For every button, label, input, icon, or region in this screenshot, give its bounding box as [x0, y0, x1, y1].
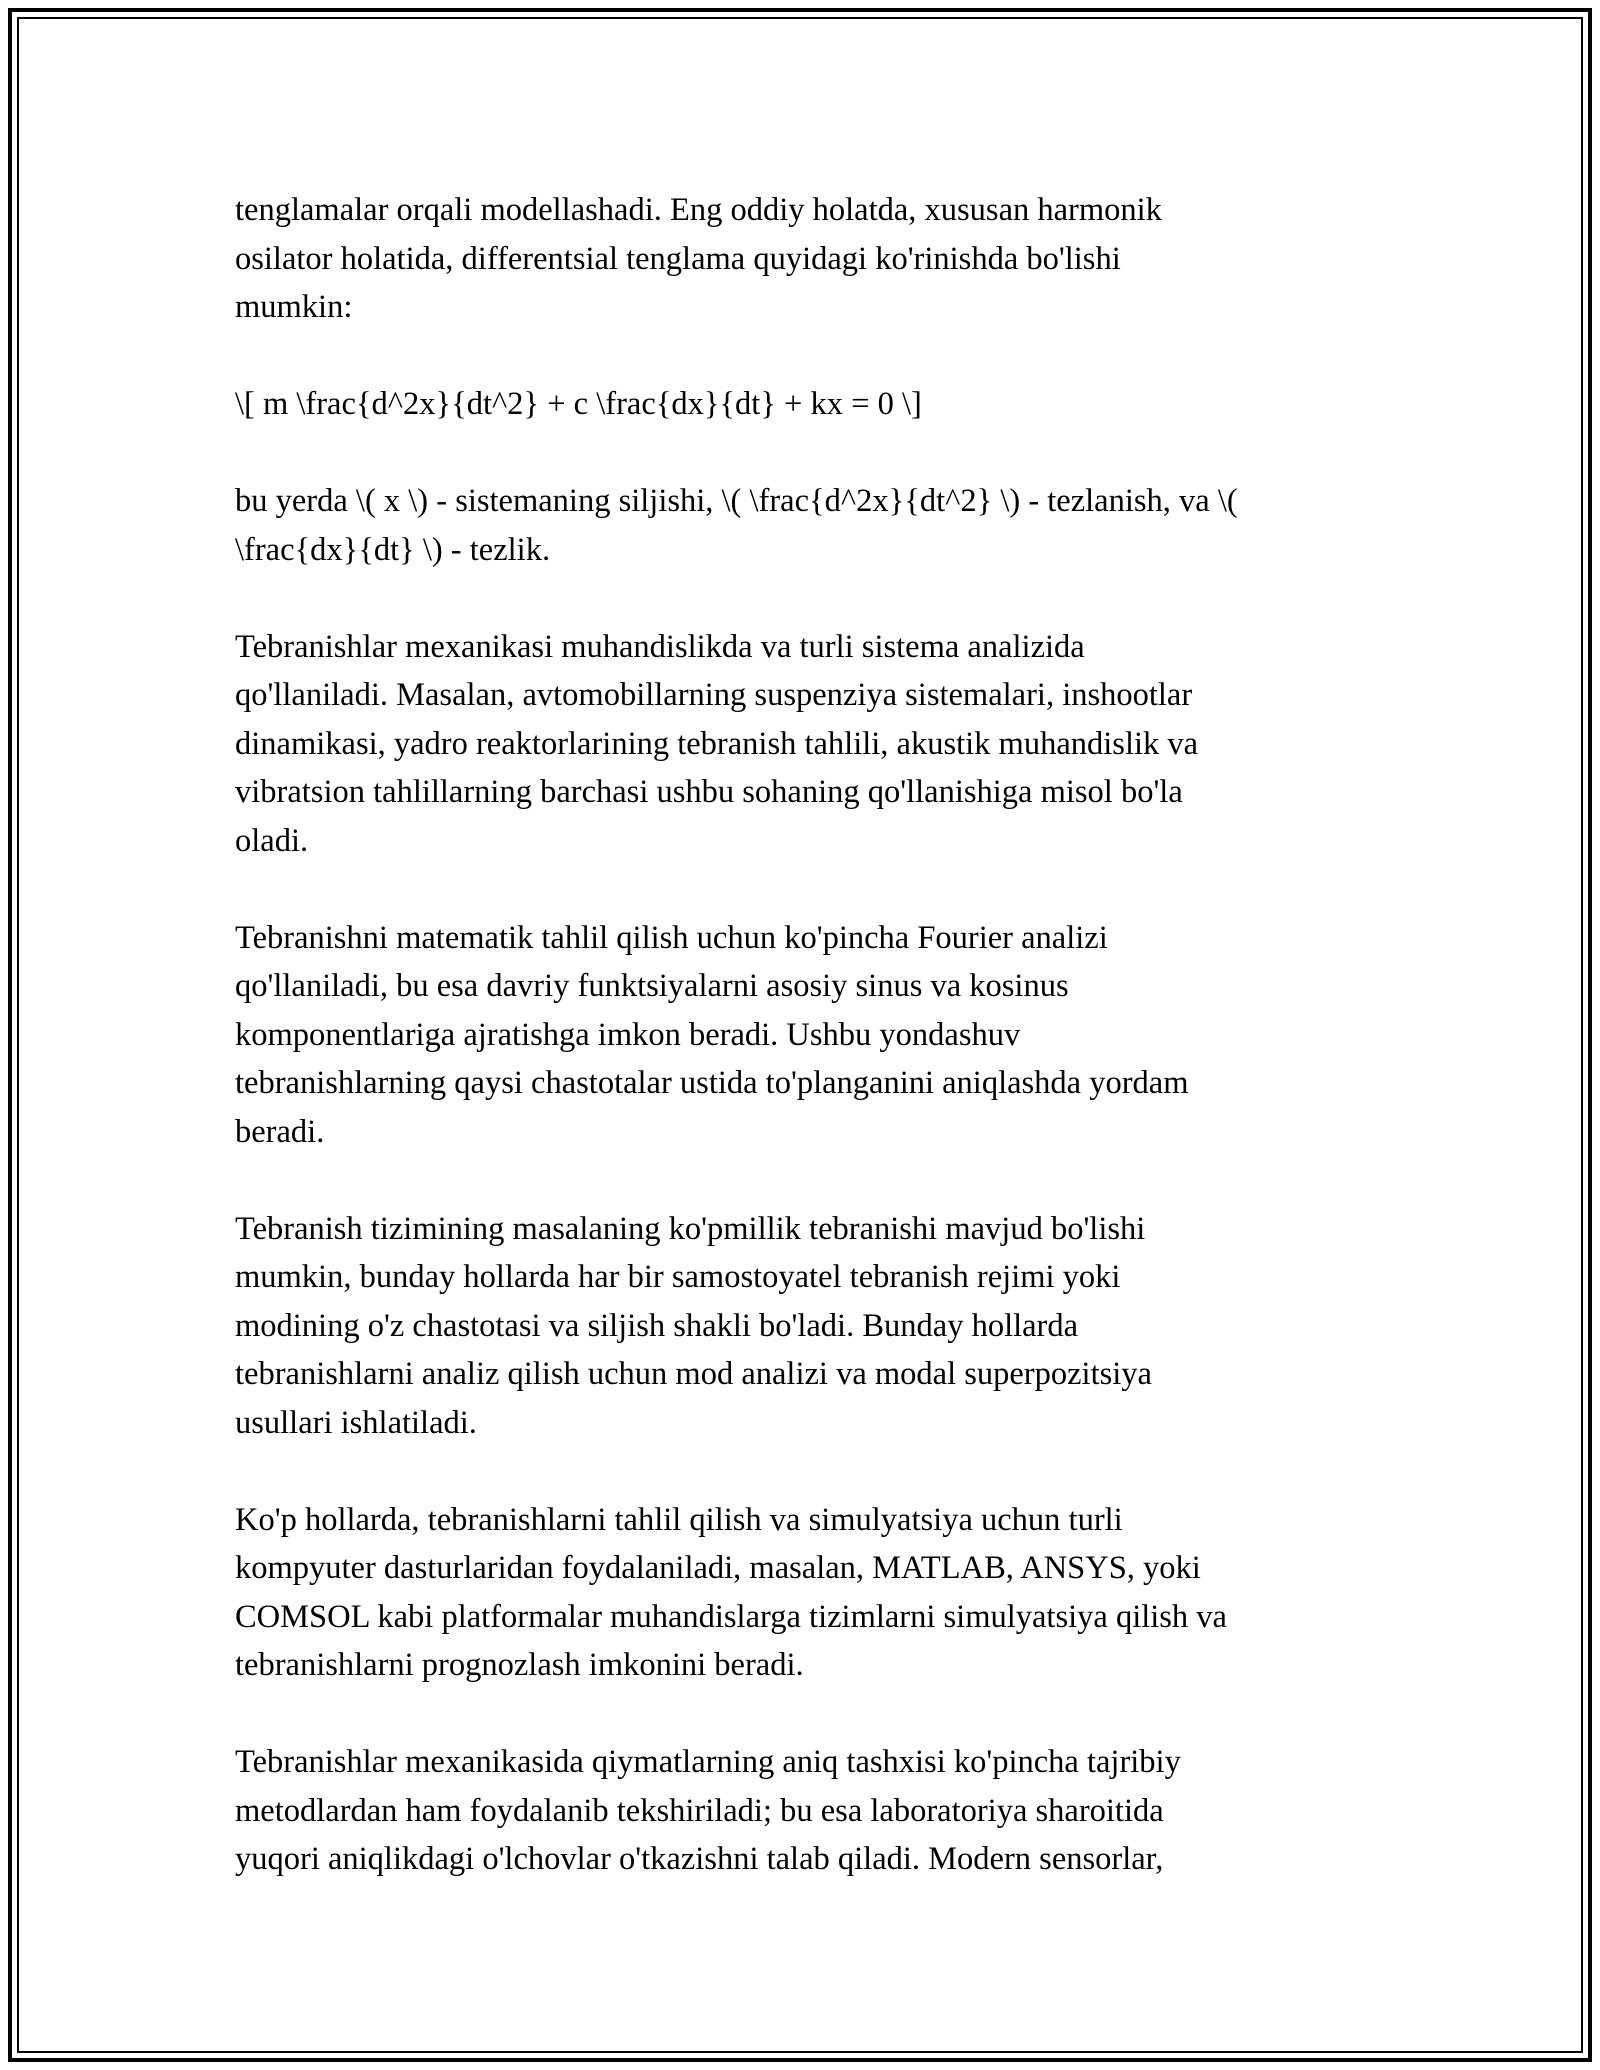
paragraph-8: Tebranishlar mexanikasida qiymatlarning aniq tashxisi ko'pincha tajribiy metodlardan ham foydalanib tekshiriladi; bu esa laboratoriya sharoitida yuqori aniqlikdagi o'lchovlar o'tkazishni talab qiladi. Modern sensorlar,	[235, 1744, 1181, 1877]
document-body	[235, 186, 1385, 1932]
paragraph-3: bu yerda \( x \) - sistemaning siljishi, \( \frac{d^2x}{dt^2} \) - tezlanish, va \( \frac{dx}{dt} \) - tezlik.	[235, 483, 1238, 568]
equation-paragraph: \[ m \frac{d^2x}{dt^2} + c \frac{dx}{dt} + kx = 0 \]	[235, 386, 922, 422]
paragraph-1: tenglamalar orqali modellashadi. Eng oddiy holatda, xususan harmonik osilator holatida, differentsial tenglama quyidagi ko'rinishda bo'lishi mumkin:	[235, 192, 1162, 325]
paragraph-5: Tebranishni matematik tahlil qilish uchun ko'pincha Fourier analizi qo'llaniladi, bu esa davriy funktsiyalarni asosiy sinus va kosinus komponentlariga ajratishga imkon beradi. Ushbu yondashuv tebranishlarning qaysi chastotalar ustida to'planganini aniqlashda yordam beradi.	[235, 919, 1189, 1150]
paragraph-4: Tebranishlar mexanikasi muhandislikda va turli sistema analizida qo'llaniladi. Masalan, avtomobillarning suspenziya sistemalari, inshootlar dinamikasi, yadro reaktorlarining tebranish tahlili, akustik muhandislik va vibratsion tahlillarning barchasi ushbu sohaning qo'llanishiga misol bo'la oladi.	[235, 628, 1199, 859]
paragraph-7: Ko'p hollarda, tebranishlarni tahlil qilish va simulyatsiya uchun turli kompyuter dasturlaridan foydalaniladi, masalan, MATLAB, ANSYS, yoki COMSOL kabi platformalar muhandislarga tizimlarni simulyatsiya qilish va tebranishlarni prognozlash imkonini beradi.	[235, 1501, 1227, 1683]
paragraph-6: Tebranish tizimining masalaning ko'pmillik tebranishi mavjud bo'lishi mumkin, bunday hollarda har bir samostoyatel tebranish rejimi yoki modining o'z chastotasi va siljish shakli bo'ladi. Bunday hollarda tebranishlarni analiz qilish uchun mod analizi va modal superpozitsiya usullari ishlatiladi.	[235, 1210, 1152, 1441]
